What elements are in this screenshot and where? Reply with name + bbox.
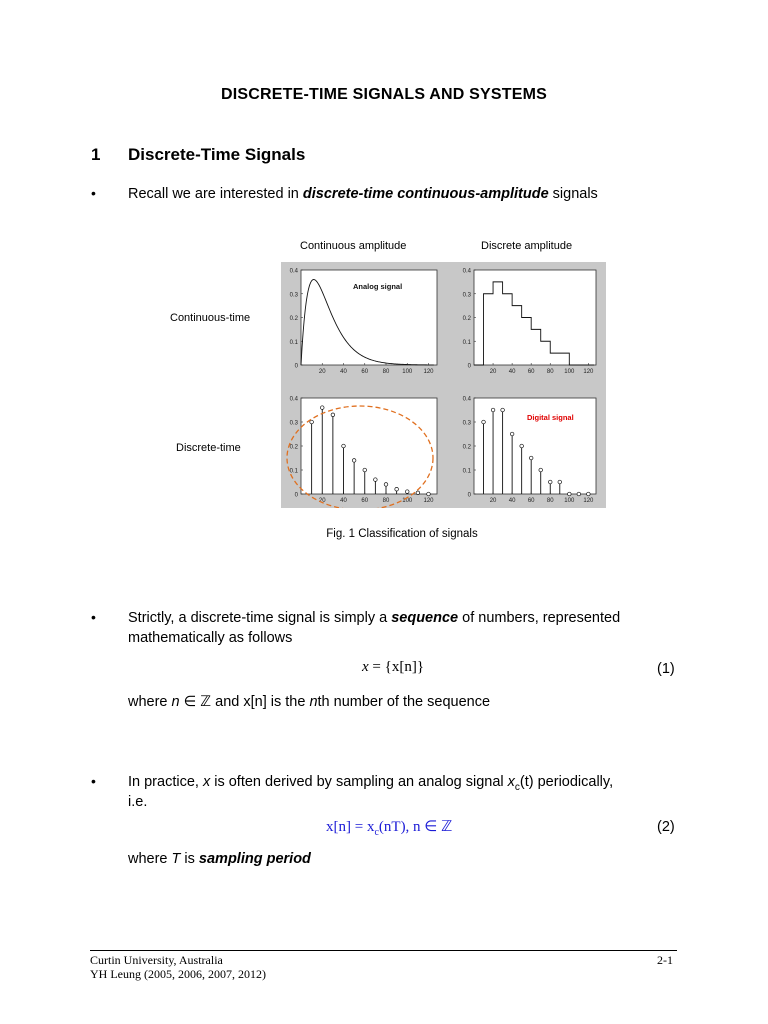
x-tick-label: 80	[382, 498, 390, 504]
x-tick-label: 120	[583, 369, 594, 375]
bullet1-emph: discrete-time continuous-amplitude	[302, 186, 549, 202]
x-tick-label: 60	[361, 369, 369, 375]
x-tick-label: 40	[508, 498, 516, 504]
bullet1-pre: Recall we are interested in	[128, 186, 303, 202]
bullet-dot: •	[91, 773, 96, 789]
stem-marker	[491, 408, 495, 412]
stem-marker	[520, 444, 524, 448]
y-tick-label: 0.1	[462, 468, 471, 475]
x-tick-label: 60	[527, 498, 535, 504]
stem-marker	[577, 492, 581, 496]
y-tick-label: 0.3	[462, 292, 471, 299]
stem-marker	[405, 490, 409, 494]
y-tick-label: 0.1	[462, 339, 471, 346]
b3-where-T: T	[171, 851, 181, 867]
x-tick-label: 100	[564, 369, 575, 375]
where-rest: is the	[266, 694, 310, 710]
x-tick-label: 120	[423, 498, 434, 504]
y-tick-label: 0	[467, 492, 471, 499]
bullet1-text	[128, 184, 598, 204]
where-in: ∈ ℤ	[179, 694, 212, 710]
x-tick-label: 80	[546, 498, 554, 504]
bullet2-where	[128, 692, 490, 712]
x-tick-label: 20	[318, 369, 326, 375]
stem-marker	[510, 432, 514, 436]
equation-1-number: (1)	[657, 661, 675, 677]
figure-caption: Fig. 1 Classification of signals	[326, 528, 478, 540]
x-tick-label: 60	[527, 369, 535, 375]
stem-marker	[363, 468, 367, 472]
y-tick-label: 0.1	[289, 339, 298, 346]
stem-marker	[501, 408, 505, 412]
b3-b: is often derived by sampling an analog signal	[210, 774, 508, 790]
digital-signal-label: Digital signal	[527, 413, 574, 422]
y-tick-label: 0.3	[462, 420, 471, 427]
fig-row-label-discrete: Discrete-time	[176, 442, 241, 454]
figure-svg	[281, 262, 606, 508]
y-tick-label: 0.3	[289, 292, 298, 299]
stem-marker	[587, 492, 591, 496]
y-tick-label: 0.3	[289, 420, 298, 427]
y-tick-label: 0.4	[462, 396, 471, 403]
y-tick-label: 0.4	[462, 268, 471, 275]
bullet3-where	[128, 849, 311, 869]
stem-marker	[395, 487, 399, 491]
x-tick-label: 80	[382, 369, 390, 375]
stem-marker	[342, 444, 346, 448]
fig-col-header-discrete: Discrete amplitude	[481, 240, 573, 252]
x-tick-label: 20	[489, 369, 497, 375]
bullet2-emph: sequence	[391, 610, 459, 626]
x-tick-label: 100	[402, 369, 413, 375]
stem-marker	[427, 492, 431, 496]
eq2-main: x[n] = x	[326, 819, 375, 835]
y-tick-label: 0.2	[462, 316, 471, 322]
where-tail: th number of the sequence	[317, 694, 491, 710]
b3-a: In practice,	[128, 774, 203, 790]
panel-2-box	[474, 270, 596, 365]
x-tick-label: 60	[361, 498, 369, 504]
b3-d: periodically,	[533, 774, 614, 790]
x-tick-label: 40	[508, 369, 516, 375]
stem-marker	[416, 491, 420, 495]
where-nth: n	[309, 694, 318, 710]
panel-3-box	[301, 398, 437, 494]
where-xn: x[n]	[243, 694, 267, 710]
b3-where-a: where	[128, 851, 172, 867]
stem-marker	[558, 480, 562, 484]
x-tick-label: 120	[583, 498, 594, 504]
bullet2-pre: Strictly, a discrete-time signal is simply a	[128, 610, 392, 626]
section-heading: Discrete-Time Signals	[128, 145, 306, 164]
stem-marker	[539, 468, 543, 472]
footer-rule	[90, 950, 677, 951]
footer-institution: Curtin University, Australia	[90, 953, 223, 967]
x-tick-label: 20	[489, 498, 497, 504]
bullet1-post: signals	[548, 186, 598, 202]
x-tick-label: 120	[423, 369, 434, 375]
b3-x: x	[202, 774, 211, 790]
signal-classification-figure	[281, 262, 606, 508]
y-tick-label: 0	[467, 363, 471, 370]
b3-t: (t)	[519, 774, 534, 790]
b3-xc: x	[507, 774, 515, 790]
eq2-rest: (nT), n ∈ ℤ	[378, 819, 453, 835]
stem-marker	[374, 478, 378, 482]
eq1-rhs: = {x[n]}	[372, 659, 425, 675]
stem-marker	[529, 456, 533, 460]
where-a: where	[128, 694, 172, 710]
where-n: n	[171, 694, 180, 710]
bullet2-line2: mathematically as follows	[128, 630, 293, 646]
stem-marker	[568, 492, 572, 496]
equation-2-number: (2)	[657, 819, 675, 835]
y-tick-label: 0.2	[289, 316, 298, 322]
eq1-lhs: x	[362, 659, 369, 675]
page-title: DISCRETE-TIME SIGNALS AND SYSTEMS	[220, 86, 548, 103]
bullet3-line1	[128, 772, 677, 798]
x-tick-label: 40	[340, 369, 347, 375]
analog-signal-label: Analog signal	[353, 282, 403, 291]
where-and: and	[211, 694, 244, 710]
x-tick-label: 20	[318, 498, 326, 504]
b3-c: c	[514, 781, 520, 793]
y-tick-label: 0	[294, 363, 298, 370]
section-number: 1	[91, 145, 101, 164]
x-tick-label: 40	[340, 498, 347, 504]
x-tick-label: 100	[402, 498, 413, 504]
stem-marker	[384, 483, 388, 487]
y-tick-label: 0.2	[462, 444, 471, 451]
y-tick-label: 0.2	[289, 444, 298, 451]
x-tick-label: 100	[564, 498, 575, 504]
bullet-dot: •	[91, 609, 96, 625]
footer-author: YH Leung (2005, 2006, 2007, 2012)	[90, 967, 266, 981]
eq2-sub: c	[374, 827, 379, 838]
bullet2-line1	[128, 608, 677, 628]
y-tick-label: 0.1	[289, 468, 298, 475]
equation-1	[362, 659, 424, 676]
fig-row-label-continuous: Continuous-time	[170, 312, 251, 324]
y-tick-label: 0.4	[289, 396, 298, 403]
y-tick-label: 0.4	[289, 268, 298, 275]
y-tick-label: 0	[294, 492, 298, 499]
bullet3-line2: i.e.	[128, 794, 148, 810]
footer-page-number: 2-1	[657, 953, 673, 967]
b3-where-emph: sampling period	[198, 851, 311, 867]
b3-where-b: is	[180, 851, 199, 867]
stem-marker	[548, 480, 552, 484]
x-tick-label: 80	[546, 369, 554, 375]
stem-marker	[352, 459, 356, 463]
bullet-dot: •	[91, 185, 96, 201]
stem-marker	[310, 420, 314, 424]
bullet2-post: of numbers, represented	[458, 610, 621, 626]
stem-marker	[331, 413, 335, 417]
stem-marker	[482, 420, 486, 424]
stem-marker	[320, 406, 324, 410]
fig-col-header-continuous: Continuous amplitude	[300, 240, 407, 252]
equation-2	[326, 817, 452, 838]
